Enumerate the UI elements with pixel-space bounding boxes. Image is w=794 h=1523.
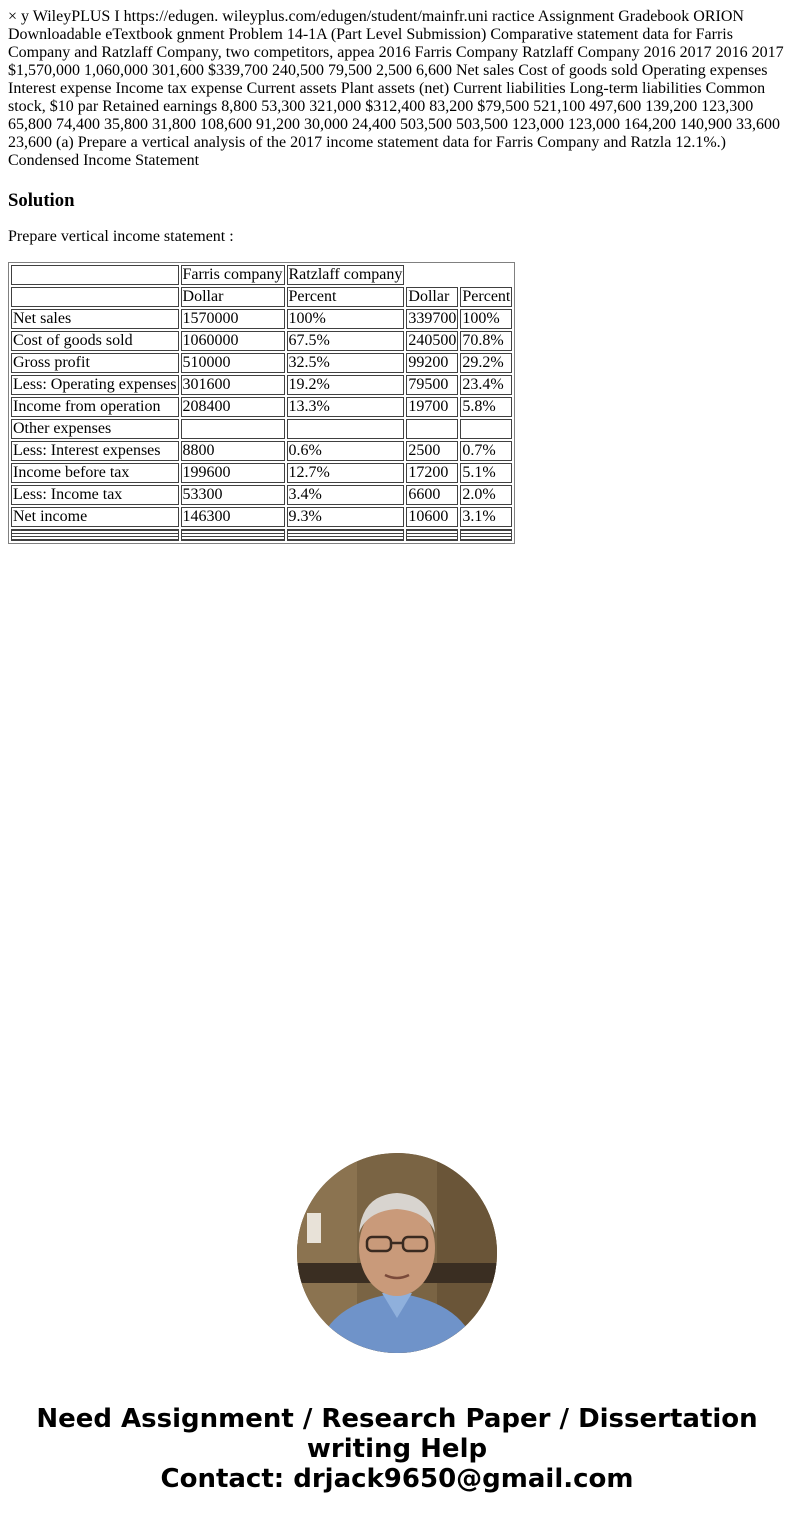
problem-text: × y WileyPLUS I https://edugen. wileyplus.com/edugen/student/mainfr.uni ractice Assignment Gradebook ORION Downloadable eTextbook gnment Problem 14-1A (Part Level Submission) Comparative statement data for Farris Company and Ratzlaff Company, two competitors, appea 2016 Farris Company Ratzlaff Company 2016 2017 2016 2017 $1,570,000 1,060,000 301,600 $339,700 240,500 79,500 2,500 6,600 Net sales Cost of goods sold Operating expenses Interest expense Income tax expense Current assets Plant assets (net) Current liabilities Long-term liabilities Common stock, $10 par Retained earnings 8,800 53,300 321,000 $312,400 83,200 $79,500 521,100 497,600 139,200 123,300 65,800 74,400 35,800 31,800 108,600 91,200 30,000 24,400 503,500 503,500 123,000 123,000 164,200 140,900 33,600 23,600 (a) Prepare a vertical analysis of the 2017 income statement data for Farris Company and Ratzla 12.1%.) Condensed Income Statement xyxy=(8,8,784,169)
table-cell: 2500 xyxy=(406,441,458,461)
table-group-header-row xyxy=(11,265,512,285)
table-cell: 53300 xyxy=(181,485,285,505)
table-cell: 10600 xyxy=(406,507,458,527)
table-cell: Cost of goods sold xyxy=(11,331,179,351)
solution-intro: Prepare vertical income statement : xyxy=(8,228,234,245)
table-cell: 5.1% xyxy=(460,463,512,483)
table-cell: 9.3% xyxy=(287,507,405,527)
table-row xyxy=(11,397,512,417)
table-cell: 1570000 xyxy=(181,309,285,329)
table-cell: 67.5% xyxy=(287,331,405,351)
ad-contact-line: Contact: drjack9650@gmail.com xyxy=(160,1464,634,1494)
table-cell: Less: Interest expenses xyxy=(11,441,179,461)
table-cell: 19.2% xyxy=(287,375,405,395)
table-cell: 240500 xyxy=(408,332,457,349)
table-row xyxy=(11,441,512,461)
underline-cell xyxy=(181,529,285,541)
table-row xyxy=(11,463,512,483)
table-cell: 70.8% xyxy=(460,331,512,351)
table-row xyxy=(11,331,512,351)
table-cell: Less: Operating expenses xyxy=(13,376,177,393)
table-cell: 12.7% xyxy=(287,463,405,483)
table-cell xyxy=(406,419,458,439)
table-cell: Gross profit xyxy=(11,353,179,373)
author-avatar xyxy=(297,1153,497,1353)
table-header-cell xyxy=(11,287,179,307)
table-cell: 510000 xyxy=(181,353,285,373)
table-row xyxy=(11,309,512,329)
table-cell: 100% xyxy=(460,309,512,329)
table-cell: 3.1% xyxy=(460,507,512,527)
table-cell: Other expenses xyxy=(11,419,179,439)
ad-line-1: Need Assignment / Research Paper / Dissertation xyxy=(36,1404,758,1434)
table-cell xyxy=(181,419,285,439)
table-cell: 79500 xyxy=(406,375,458,395)
underline-cell xyxy=(11,529,179,541)
ad-line-2: writing Help xyxy=(306,1434,488,1464)
table-cell: 5.8% xyxy=(460,397,512,417)
table-cell: 6600 xyxy=(406,485,458,505)
table-cell: 146300 xyxy=(181,507,285,527)
table-cell xyxy=(287,419,405,439)
table-cell: 1060000 xyxy=(181,331,285,351)
table-header-cell: Percent xyxy=(462,288,511,305)
solution-heading: Solution xyxy=(8,190,75,211)
table-cell: 29.2% xyxy=(460,353,512,373)
author-portrait-image xyxy=(297,1153,497,1353)
table-cell: 199600 xyxy=(181,463,285,483)
underline-cell xyxy=(287,529,405,541)
table-row xyxy=(11,375,512,395)
table-cell: 19700 xyxy=(406,397,458,417)
assignment-help-ad xyxy=(0,1404,794,1494)
table-row xyxy=(11,507,512,527)
table-cell: Income before tax xyxy=(11,463,179,483)
table-sub-header-row xyxy=(11,287,512,307)
table-header-cell: Dollar xyxy=(406,287,458,307)
table-cell: Income from operation xyxy=(11,397,179,417)
table-cell: 8800 xyxy=(181,441,285,461)
table-cell: 301600 xyxy=(181,375,285,395)
table-cell: 17200 xyxy=(406,463,458,483)
table-header-cell: Dollar xyxy=(181,287,285,307)
table-cell: 3.4% xyxy=(287,485,405,505)
page-content xyxy=(0,0,794,552)
table-row xyxy=(11,485,512,505)
table-cell: 0.6% xyxy=(287,441,405,461)
table-row xyxy=(11,353,512,373)
table-cell: Net sales xyxy=(11,309,179,329)
table-cell: 13.3% xyxy=(287,397,405,417)
underline-cell xyxy=(460,529,512,541)
table-cell: 99200 xyxy=(406,353,458,373)
income-statement-table xyxy=(8,262,515,544)
table-cell xyxy=(460,419,512,439)
table-cell: 23.4% xyxy=(460,375,512,395)
table-cell: Less: Income tax xyxy=(11,485,179,505)
table-cell: 208400 xyxy=(181,397,285,417)
table-row xyxy=(11,419,512,439)
table-header-cell xyxy=(11,265,179,285)
table-double-underline-row xyxy=(11,529,512,541)
table-header-cell: Farris company xyxy=(182,266,283,283)
table-cell: 339700 xyxy=(408,310,457,327)
table-header-cell: Ratzlaff company xyxy=(288,266,403,283)
table-header-cell: Percent xyxy=(287,287,405,307)
table-cell: 0.7% xyxy=(460,441,512,461)
table-cell: 32.5% xyxy=(287,353,405,373)
table-cell: 100% xyxy=(287,309,405,329)
underline-cell xyxy=(406,529,458,541)
table-cell: Net income xyxy=(11,507,179,527)
table-cell: 2.0% xyxy=(460,485,512,505)
